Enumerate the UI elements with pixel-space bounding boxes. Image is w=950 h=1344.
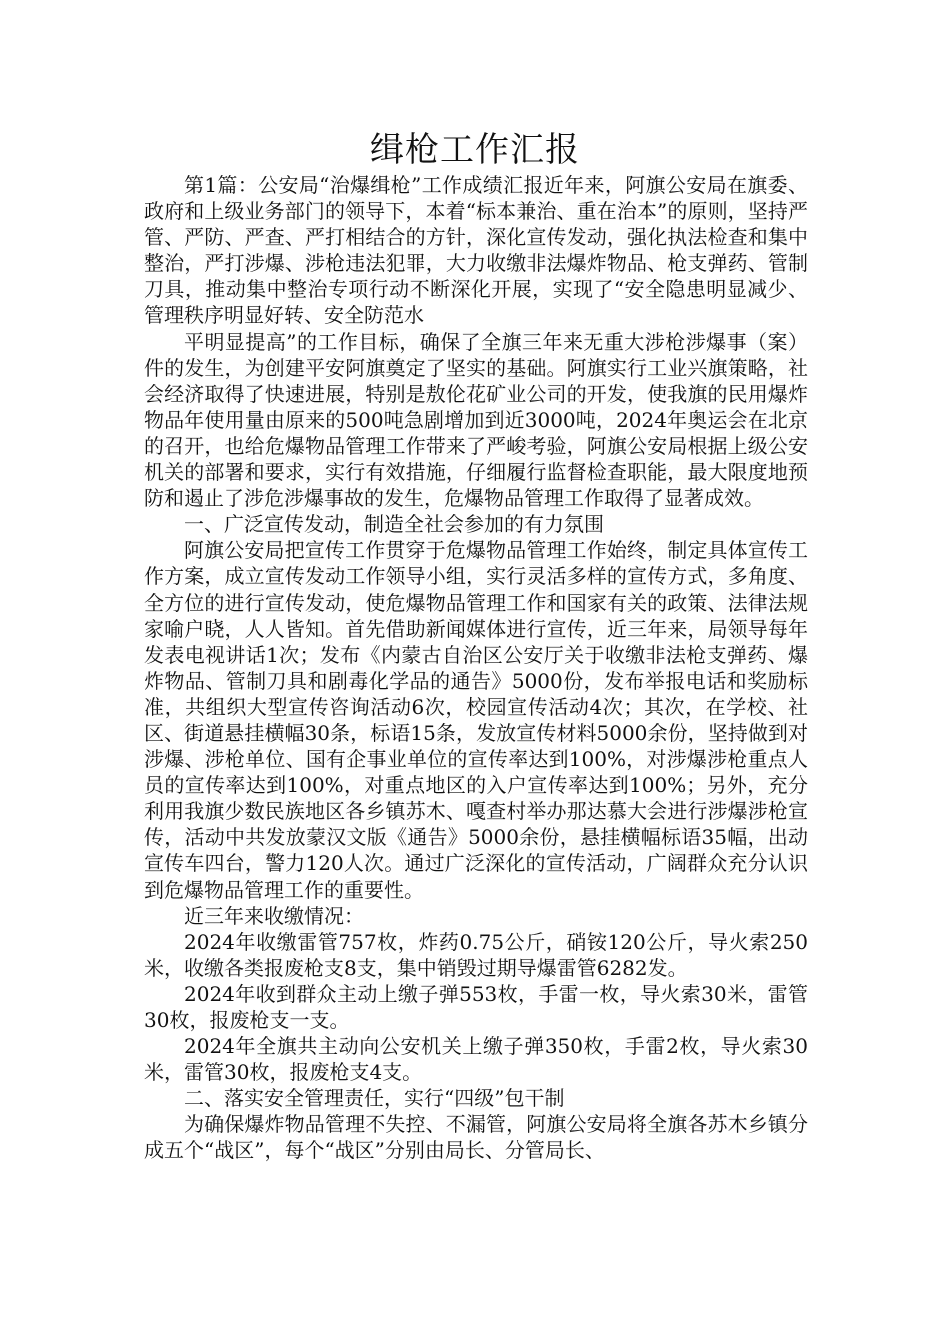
paragraph-intro: 第1篇：公安局“治爆缉枪”工作成绩汇报近年来，阿旗公安局在旗委、政府和上级业务部门的领导下，本着“标本兼治、重在治本”的原则，坚持严管、严防、严查、严打相结合的方针，深化宣传发动，强化执法检查和集中整治，严打涉爆、涉枪违法犯罪，大力收缴非法爆炸物品、枪支弹药、管制刀具，推动集中整治专项行动不断深化开展，实现了“安全隐患明显减少、管理秩序明显好转、安全防范水 xyxy=(144,173,808,328)
section-heading-2: 二、落实安全管理责任，实行“四级”包干制 xyxy=(184,1086,565,1111)
paragraph-goal: 平明显提高”的工作目标，确保了全旗三年来无重大涉枪涉爆事（案）件的发生，为创建平安阿旗奠定了坚实的基础。阿旗实行工业兴旗策略，社会经济取得了快速进展，特别是敖伦花矿业公司的开发，使我旗的民用爆炸物品年使用量由原来的500吨急剧增加到近3000吨，2024年奥运会在北京的召开，也给危爆物品管理工作带来了严峻考验，阿旗公安局根据上级公安机关的部署和要求，实行有效措施，仔细履行监督检查职能，最大限度地预防和遏止了涉危涉爆事故的发生，危爆物品管理工作取得了显著成效。 xyxy=(144,329,808,511)
section-heading-1: 一、广泛宣传发动，制造全社会参加的有力氛围 xyxy=(184,512,604,537)
document-title: 缉枪工作汇报 xyxy=(370,130,580,170)
paragraph-collection-year-1: 2024年收缴雷管757枚，炸药0.75公斤，硝铵120公斤，导火索250米，收缴各类报废枪支8支，集中销毁过期导爆雷管6282发。 xyxy=(144,929,808,980)
document-body xyxy=(144,172,808,1164)
paragraph-responsibility: 为确保爆炸物品管理不失控、不漏管，阿旗公安局将全旗各苏木乡镇分成五个“战区”，每个“战区”分别由局长、分管局长、 xyxy=(144,1112,808,1163)
paragraph-collection-year-3: 2024年全旗共主动向公安机关上缴子弹350枚，手雷2枚，导火索30米，雷管30枚，报废枪支4支。 xyxy=(144,1034,808,1085)
paragraph-publicity: 阿旗公安局把宣传工作贯穿于危爆物品管理工作始终，制定具体宣传工作方案，成立宣传发动工作领导小组，实行灵活多样的宣传方式，多角度、全方位的进行宣传发动，使危爆物品管理工作和国家有关的政策、法律法规家喻户晓，人人皆知。首先借助新闻媒体进行宣传，近三年来，局领导每年发表电视讲话1次；发布《内蒙古自治区公安厅关于收缴非法枪支弹药、爆炸物品、管制刀具和剧毒化学品的通告》5000份，发布举报电话和奖励标准，共组织大型宣传咨询活动6次，校园宣传活动4次；其次，在学校、社区、街道悬挂横幅30条，标语15条，发放宣传材料5000余份，坚持做到对涉爆、涉枪单位、国有企事业单位的宣传率达到100%，对涉爆涉枪重点人员的宣传率达到100%，对重点地区的入户宣传率达到100%；另外，充分利用我旗少数民族地区各乡镇苏木、嘎查村举办那达慕大会进行涉爆涉枪宣传，活动中共发放蒙汉文版《通告》5000余份，悬挂横幅标语35幅，出动宣传车四台，警力120人次。通过广泛深化的宣传活动，广阔群众充分认识到危爆物品管理工作的重要性。 xyxy=(144,538,808,902)
paragraph-collection-year-2: 2024年收到群众主动上缴子弹553枚，手雷一枚，导火索30米，雷管30枚，报废枪支一支。 xyxy=(144,981,808,1032)
paragraph-collection-heading: 近三年来收缴情况： xyxy=(184,903,364,928)
